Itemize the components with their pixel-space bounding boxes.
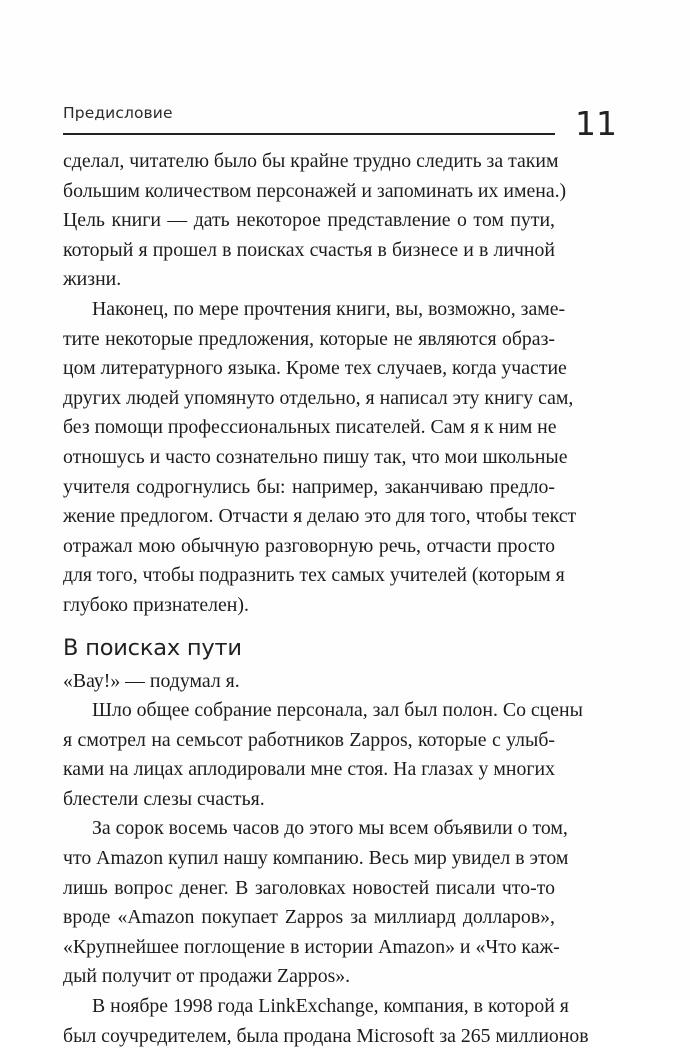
text-line: блестели слезы счастья.	[63, 787, 265, 810]
body-text	[63, 147, 589, 1051]
section-heading: В поисках пути	[63, 634, 242, 661]
text-line: сделал, читателю было бы крайне трудно следить за таким	[63, 150, 559, 172]
text-line: что Amazon купил нашу компанию. Весь мир увидел в этом	[63, 847, 569, 870]
header-rule	[63, 133, 555, 135]
text-line: В ноябре 1998 года LinkExchange, компания, в которой я	[92, 995, 569, 1018]
running-title: Предисловие	[63, 104, 173, 122]
text-line: глубоко признателен).	[63, 593, 249, 616]
text-line: тите некоторые предложения, которые не являются образ-	[63, 327, 555, 350]
text-line: «Вау!» — подумал я.	[63, 669, 240, 692]
paragraph-1	[63, 147, 567, 295]
text-line: Цель книги — дать некоторое представление о том пути,	[63, 209, 555, 232]
text-line: ками на лицах аплодировали мне стоя. На глазах у многих	[63, 758, 555, 781]
text-line: «Крупнейшее поглощение в истории Amazon» и «Что каж-	[63, 935, 560, 958]
text-line: отражал мою обычную разговорную речь, отчасти просто	[63, 534, 555, 557]
text-line: я смотрел на семьсот работников Zappos, которые с улыб-	[63, 728, 555, 751]
paragraph-4	[63, 696, 583, 814]
text-line: отношусь и часто сознательно пишу так, что мои школьные	[63, 445, 568, 468]
text-line: дый получит от продажи Zappos».	[63, 965, 351, 988]
paragraph-5	[63, 814, 569, 992]
paragraph-2	[63, 295, 577, 621]
text-line: других людей упомянуто отдельно, я написал эту книгу сам,	[63, 386, 574, 409]
page-number: 11	[575, 104, 617, 143]
text-line: За сорок восемь часов до этого мы всем объявили о том,	[92, 817, 568, 840]
text-line: для того, чтобы подразнить тех самых учителей (которым я	[63, 564, 565, 587]
text-line: жизни.	[63, 268, 122, 291]
text-line: учителя содрогнулись бы: например, заканчиваю предло-	[63, 475, 555, 498]
text-line: жение предлогом. Отчасти я делаю это для того, чтобы текст	[63, 505, 577, 528]
text-line: без помощи профессиональных писателей. Сам я к ним не	[63, 416, 557, 439]
text-line: большим количеством персонажей и запоминать их имена.)	[63, 179, 567, 202]
text-line: был соучредителем, была продана Microsoft за 265 миллионов	[63, 1024, 589, 1047]
text-line: Наконец, по мере прочтения книги, вы, возможно, заме-	[92, 297, 566, 320]
text-line: который я прошел в поисках счастья в бизнесе и в личной	[63, 238, 555, 261]
text-line: вроде «Amazon покупает Zappos за миллиард долларов»,	[63, 906, 555, 929]
text-line: Шло общее собрание персонала, зал был полон. Со сцены	[92, 699, 583, 722]
paragraph-3	[63, 667, 555, 697]
text-line: лишь вопрос денег. В заголовках новостей писали что-то	[63, 876, 555, 899]
text-line: цом литературного языка. Кроме тех случаев, когда участие	[63, 357, 567, 380]
